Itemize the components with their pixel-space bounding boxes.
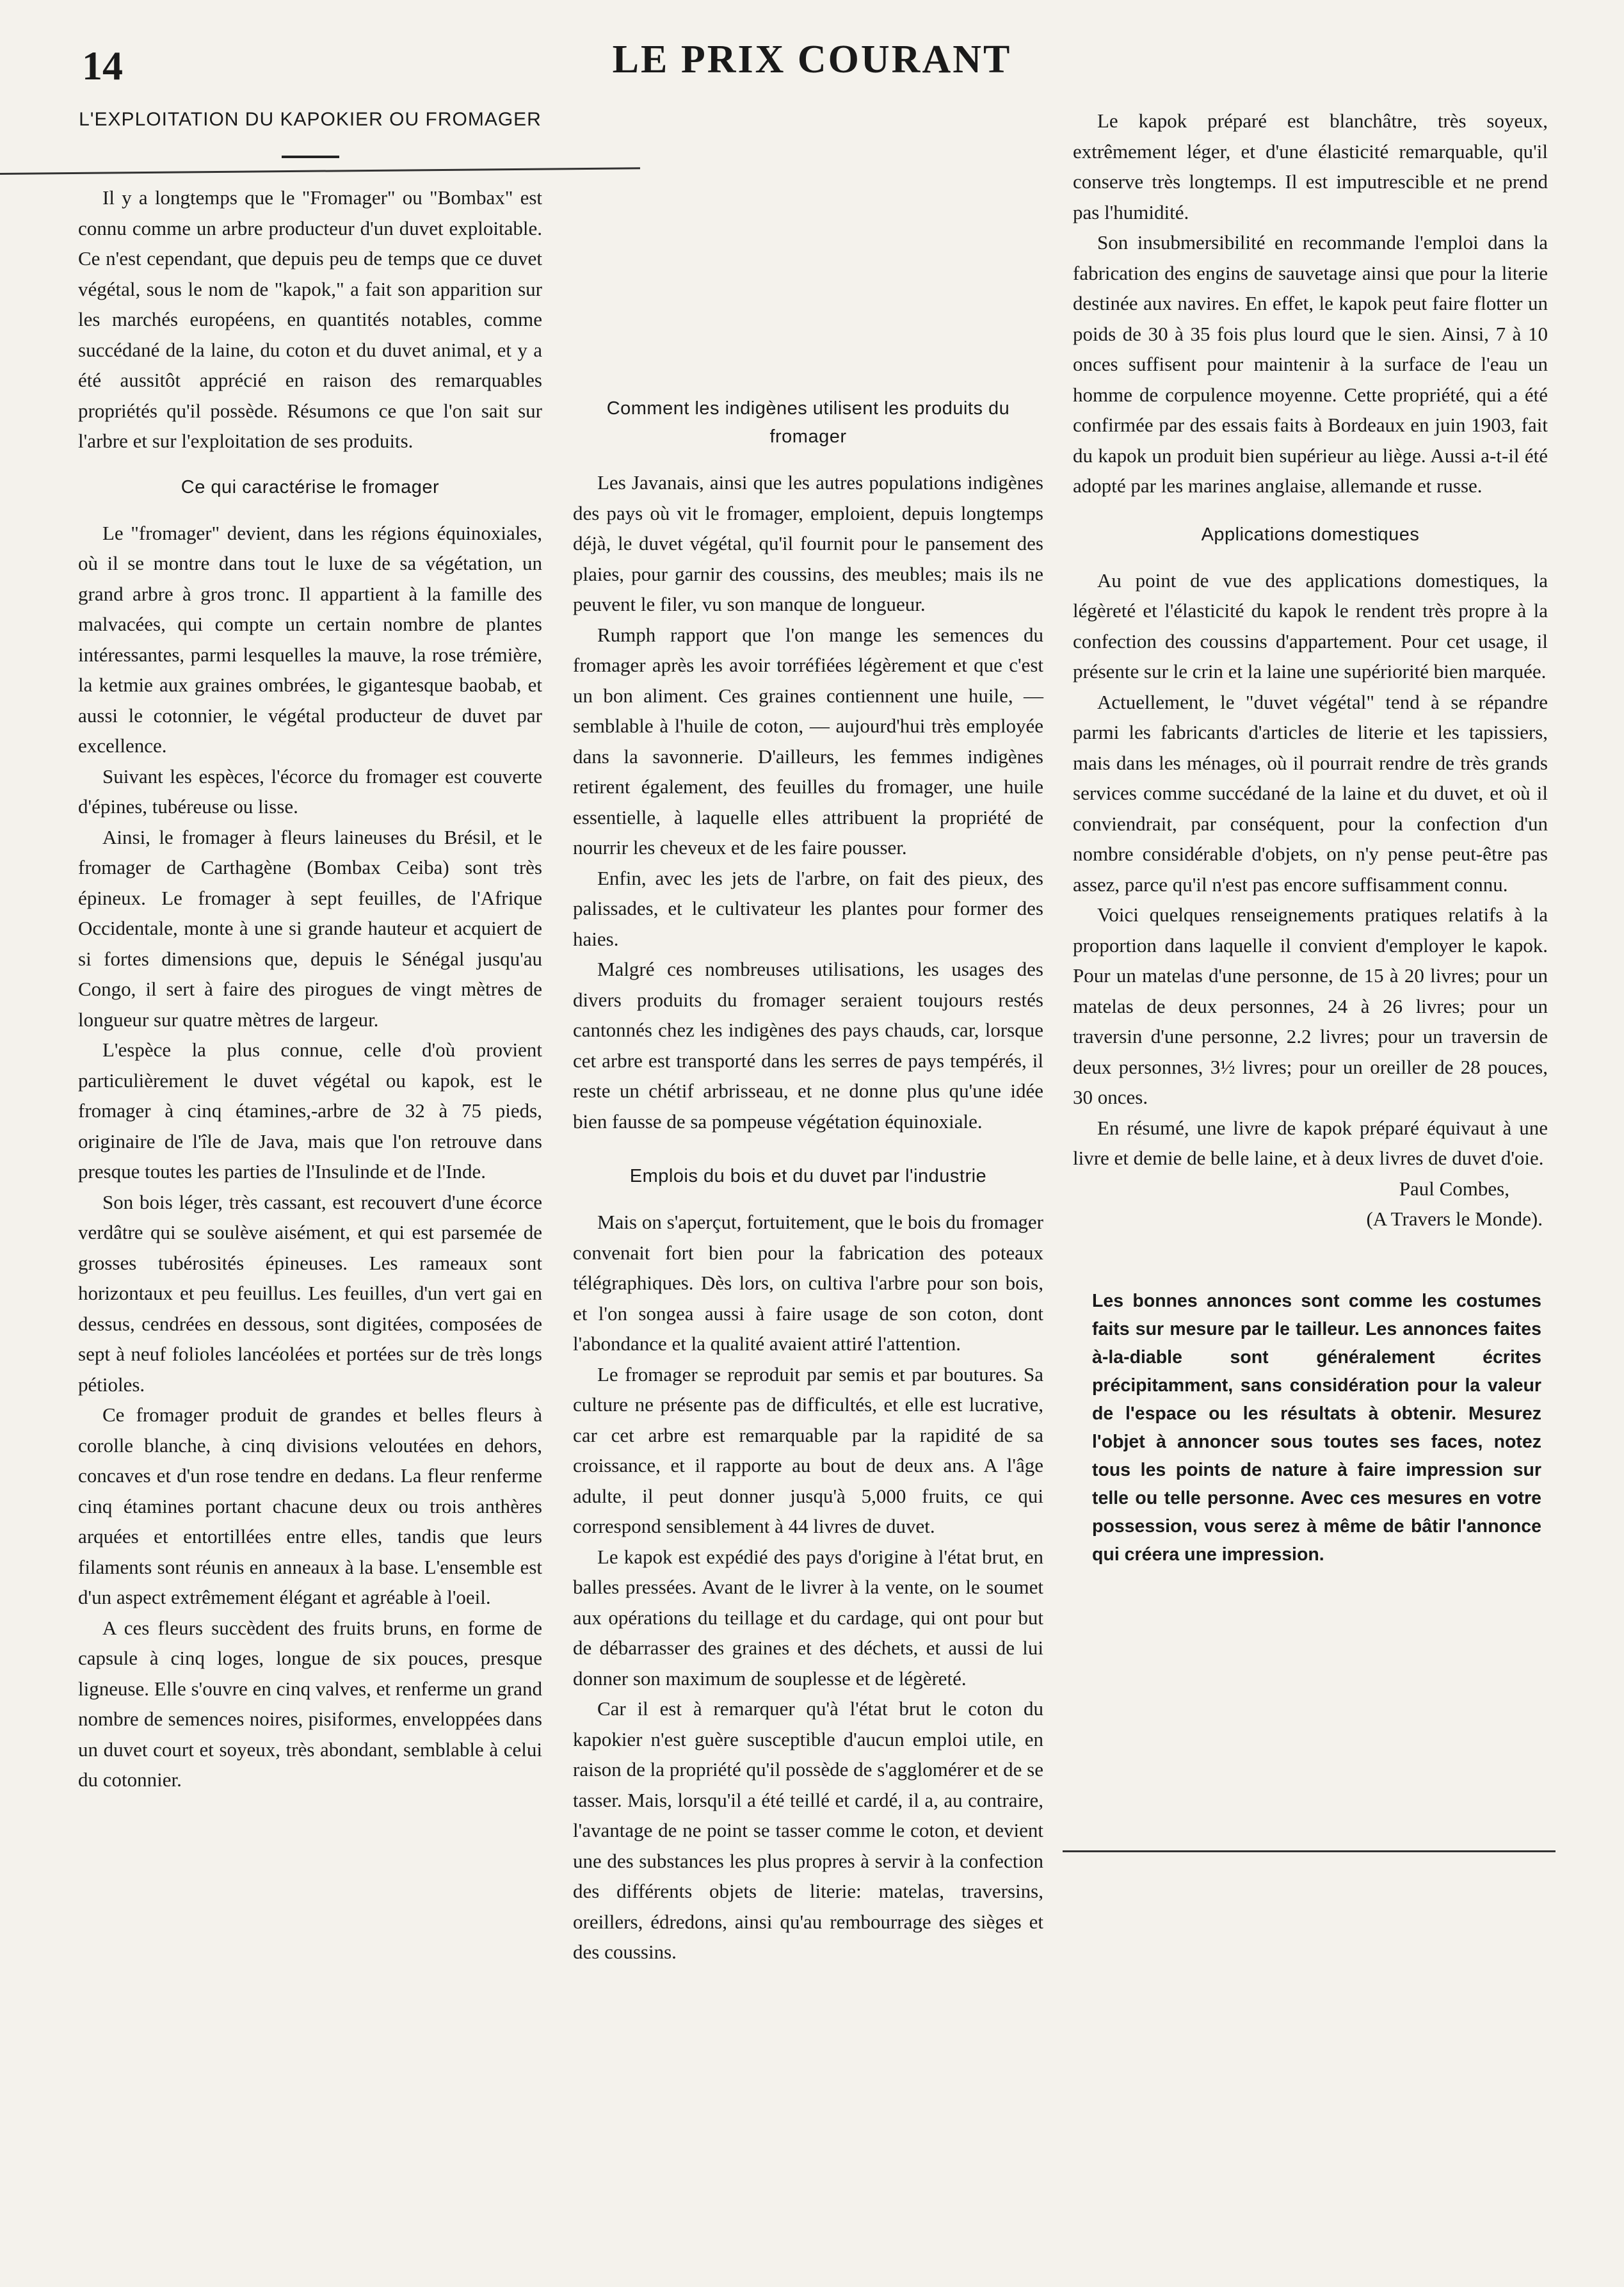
paragraph: Enfin, avec les jets de l'arbre, on fait des pieux, des palissades, et le cultivateur les plantes pour former des haies. [573, 866, 1043, 950]
paragraph: Le kapok préparé est blanchâtre, très soyeux, extrêmement léger, et d'une élasticité remarquable, qu'il conserve très longtemps. Il est imputrescible et ne prend pas l'humidité. [1073, 109, 1548, 223]
article-source: (A Travers le Monde). [1366, 1208, 1543, 1230]
paragraph: Malgré ces nombreuses utilisations, les usages des divers produits du fromager seraient toujours restés cantonnés chez les indigènes des pays chauds, car, lorsque cet arbre est transporté dans les serres de pays tempérés, il reste un chétif arbrisseau, et ne donne plus qu'une idée bien fausse de sa pompeuse végétation équinoxiale. [573, 958, 1043, 1133]
paragraph: Actuellement, le "duvet végétal" tend à se répandre parmi les fabricants d'articles de literie et les tapissiers, mais dans les ménages, où il pourrait rendre de très grands services comme succédané de la laine et du duvet, et où il conviendrait, par conséquent, pour la confection d'un nombre considérable d'objets, on n'y pense peut-être pas assez, parce qu'il n'est pas encore suffisamment connu. [1073, 690, 1548, 896]
paragraph: Car il est à remarquer qu'à l'état brut le coton du kapokier n'est guère susceptible d'aucun emploi utile, en raison de la propriété qu'il possède de s'agglomérer et de se tasser. Mais, lorsqu'il a été teillé et cardé, il a, au contraire, l'avantage de ne point se tasser comme le coton, et devient une des substances les plus propres à servir à la confection des différents objets de literie: matelas, traversins, oreillers, édredons, ainsi qu'au rembourrage des sièges et des coussins. [573, 1697, 1043, 1963]
column-separator-bottom [1063, 1850, 1556, 1852]
section-heading: Comment les indigènes utilisent les produits du fromager [606, 398, 1010, 447]
paragraph: Ce fromager produit de grandes et belles fleurs à corolle blanche, à cinq divisions veloutées en dehors, concaves et d'un rose tendre en dedans. La fleur renferme cinq étamines portant chacune deux ou trois anthères arquées et entortillées entre elles, tandis que leurs filaments sont réunis en anneaux à la base. L'ensemble est d'un aspect extrêmement élégant et agréable à l'oeil. [78, 1403, 542, 1608]
article-title: L'EXPLOITATION DU KAPOKIER OU FROMAGER [79, 109, 542, 130]
paragraph: Le fromager se reproduit par semis et par boutures. Sa culture ne présente pas de difficultés, et elle est lucrative, car cet arbre est remarquable par la rapidité de sa croissance, et il rapporte au bout de deux ans. A l'âge adulte, il peut donner jusqu'à 5,000 fruits, ce qui correspond sensiblement à 44 livres de duvet. [573, 1362, 1043, 1537]
paragraph: Le kapok est expédié des pays d'origine à l'état brut, en balles pressées. Avant de le livrer à la vente, on le soumet aux opérations du teillage et du cardage, qui ont pour but de débarrasser des graines et des déchets, et aussi de lui donner son maximum de souplesse et de légèreté. [573, 1545, 1043, 1690]
column-3 [1073, 106, 1548, 1569]
journal-title: LE PRIX COURANT [612, 38, 1012, 81]
paragraph: Les Javanais, ainsi que les autres populations indigènes des pays où vit le fromager, emploient, depuis longtemps déjà, le duvet végétal, qu'il fournit pour le pansement des plaies, pour garnir des coussins, des meubles; mais ils ne peuvent le filer, vu son manque de longueur. [573, 471, 1043, 615]
paragraph: Ainsi, le fromager à fleurs laineuses du Brésil, et le fromager de Carthagène (Bombax Ceiba) sont très épineux. Le fromager à sept feuilles, de l'Afrique Occidentale, monte à une si grande hauteur et acquiert de si fortes dimensions que, depuis le Sénégal jusqu'au Congo, il sert à faire des pirogues de vingt mètres de longueur sur quatre mètres de largeur. [78, 825, 542, 1031]
paragraph: Son bois léger, très cassant, est recouvert d'une écorce verdâtre qui se soulève aisément, et qui est parsemée de grosses tubérosités épineuses. Les rameaux sont horizontaux et peu feuillus. Les feuilles, d'un vert gai en dessus, cendrées en dessous, sont digitées, composées de sept à neuf folioles lancéolées et portées sur de très longs pétioles. [78, 1190, 542, 1396]
advertising-notice: Les bonnes annonces sont comme les costumes faits sur mesure par le tailleur. Les annonces faites à-la-diable sont généralement écrites précipitamment, sans considération pour la valeur de l'espace ou les résultats à obtenir. Mesurez l'objet à annoncer sous toutes ses faces, notez tous les points de nature à faire impression sur telle ou telle personne. Avec ces mesures en votre possession, vous serez à même de bâtir l'annonce qui créera une impression. [1092, 1290, 1541, 1565]
column-1 [78, 106, 542, 1795]
page-number: 14 [82, 43, 123, 88]
paragraph: Mais on s'aperçut, fortuitement, que le bois du fromager convenait fort bien pour la fabrication des poteaux télégraphiques. Dès lors, on cultiva l'arbre pour son bois, et l'on songea aussi à faire usage de son coton, dont l'abondance et la qualité avaient attiré l'attention. [573, 1211, 1043, 1355]
title-separator [282, 156, 339, 158]
page-header [0, 31, 1624, 88]
author-signature: Paul Combes, [1399, 1177, 1509, 1200]
paragraph: Rumph rapport que l'on mange les semences du fromager après les avoir torréfiées légèrement et que c'est un bon aliment. Ces graines contiennent une huile, — semblable à l'huile de coton, — aujourd'hui très employée dans la savonnerie. D'ailleurs, les femmes indigènes retirent également, des feuilles du fromager, une huile essentielle, à laquelle elles attribuent la propriété de nourrir les cheveux et de les faire pousser. [573, 623, 1043, 859]
paragraph: Suivant les espèces, l'écorce du fromager est couverte d'épines, tubéreuse ou lisse. [78, 764, 542, 818]
section-heading: Emplois du bois et du duvet par l'industrie [629, 1166, 987, 1186]
paragraph: L'espèce la plus connue, celle d'où provient particulièrement le duvet végétal ou kapok, est le fromager à cinq étamines,-arbre de 32 à 75 pieds, originaire de l'île de Java, mais que l'on retrouve dans presque toutes les parties de l'Insulinde et de l'Inde. [78, 1038, 542, 1183]
section-heading: Ce qui caractérise le fromager [181, 476, 440, 497]
paragraph: Il y a longtemps que le "Fromager" ou "Bombax" est connu comme un arbre producteur d'un duvet exploitable. Ce n'est cependant, que depuis peu de temps que ce duvet végétal, sous le nom de "kapok," a fait son apparition sur les marchés européens, en quantités notables, comme succédané de la laine, du coton et du duvet animal, et y a été aussitôt apprécié en raison des remarquables propriétés qu'il possède. Résumons ce que l'on sait sur l'arbre et sur l'exploitation de ses produits. [78, 186, 542, 452]
paragraph: Son insubmersibilité en recommande l'emploi dans la fabrication des engins de sauvetage ainsi que pour la literie destinée aux navires. En effet, le kapok peut faire flotter un poids de 30 à 35 fois plus lourd que le sien. Ainsi, 7 à 10 onces suffisent pour maintenir à la surface de l'eau un homme de corpulence moyenne. Cette propriété, qui a été confirmée par des essais faits à Bordeaux en juin 1903, fait du kapok un produit bien supérieur au liège. Aussi a-t-il été adopté par les marines anglaise, allemande et russe. [1073, 231, 1548, 497]
section-heading: Applications domestiques [1201, 524, 1420, 545]
paragraph: En résumé, une livre de kapok préparé équivaut à une livre et demie de belle laine, et à deux livres de duvet d'oie. [1073, 1116, 1548, 1169]
paragraph: Le "fromager" devient, dans les régions équinoxiales, où il se montre dans tout le luxe de sa végétation, un grand arbre à gros tronc. Il appartient à la famille des malvacées, qui compte un certain nombre de plantes intéressantes, parmi lesquelles la mauve, la rose trémière, la ketmie aux graines ombrées, le gigantesque baobab, et aussi le cotonnier, le végétal producteur de duvet par excellence. [78, 521, 542, 757]
paragraph: Au point de vue des applications domestiques, la légèreté et l'élasticité du kapok le rendent très propre à la confection des coussins d'appartement. Pour cet usage, il présente sur le crin et la laine une supériorité bien marquée. [1073, 569, 1548, 683]
paragraph: A ces fleurs succèdent des fruits bruns, en forme de capsule à cinq loges, longue de six pouces, presque ligneuse. Elle s'ouvre en cinq valves, et renferme un grand nombre de semences noires, pisiformes, enveloppées dans un duvet court et soyeux, très abondant, semblable à celui du cotonnier. [78, 1616, 542, 1791]
paragraph: Voici quelques renseignements pratiques relatifs à la proportion dans laquelle il convient d'employer le kapok. Pour un matelas d'une personne, de 15 à 20 livres; pour un matelas de deux personnes, 24 à 26 livres; pour un traversin d'une personne, 2.2 livres; pour un traversin de deux personnes, 3½ livres; pour un oreiller de 28 pouces, 30 onces. [1073, 903, 1548, 1108]
column-2 [573, 378, 1043, 1968]
